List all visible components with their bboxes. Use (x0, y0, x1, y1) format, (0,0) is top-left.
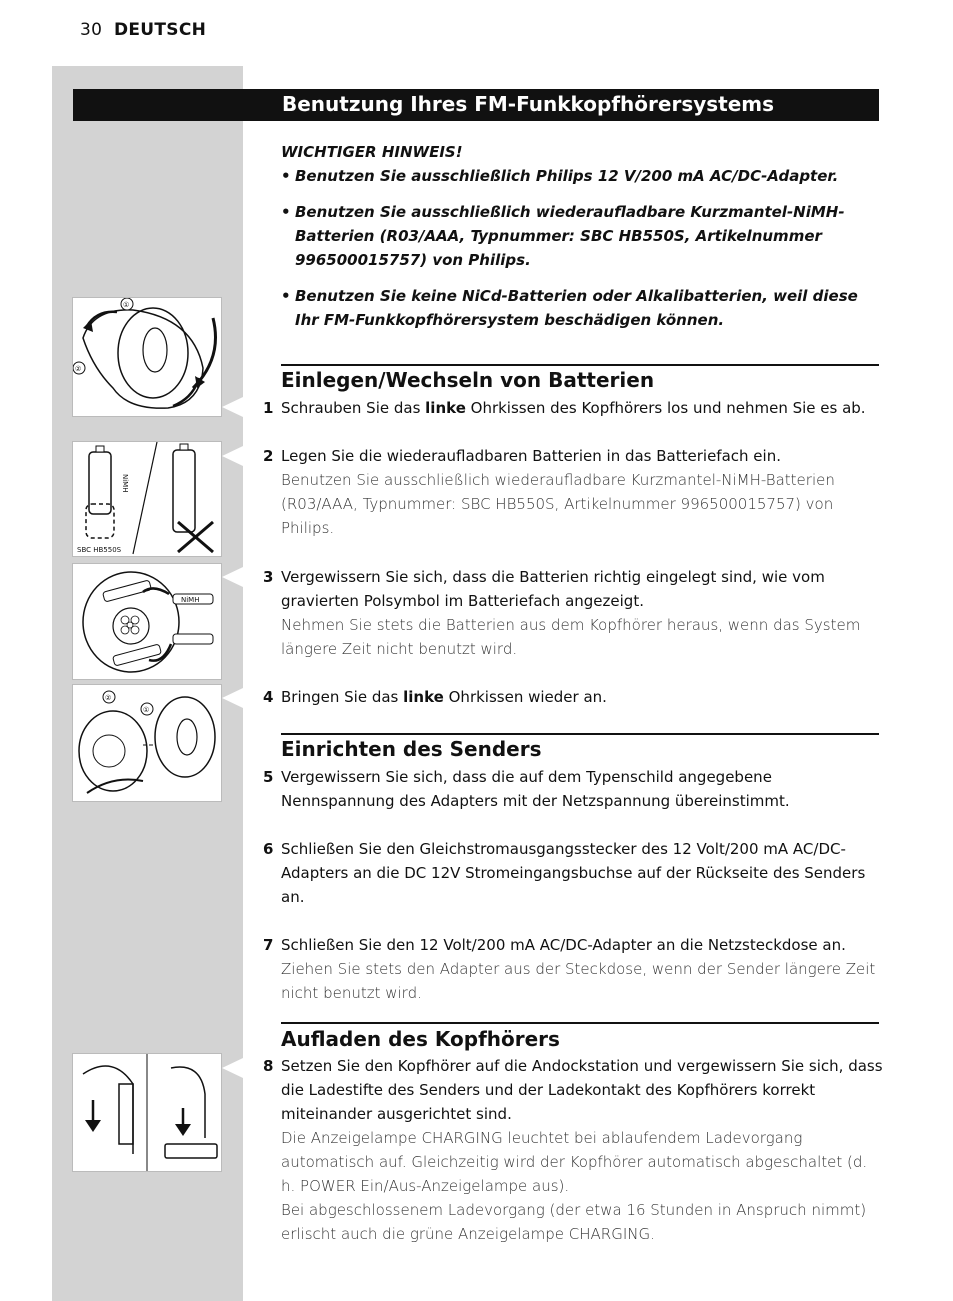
step-text: Schrauben Sie das (281, 399, 426, 417)
step-text: Legen Sie die wiederaufladbaren Batterien in das Batteriefach ein. (281, 447, 781, 465)
step-number: 2 (263, 447, 274, 465)
important-bullet: • Benutzen Sie ausschließlich Philips 12 V/200 mA AC/DC-Adapter. (281, 164, 881, 188)
step-number: 8 (263, 1057, 274, 1075)
step-marker-label: ② (105, 694, 112, 702)
step-marker-label: ① (123, 301, 130, 309)
pointer-arrow (222, 567, 243, 587)
battery-icon (73, 442, 221, 556)
bullet-text: Benutzen Sie keine NiCd-Batterien oder Alkalibatterien, weil diese Ihr FM-Funkkopfhörersystem beschädigen können. (295, 287, 858, 329)
important-heading: WICHTIGER HINWEIS! (281, 143, 463, 161)
cushion-attach-icon (73, 685, 221, 801)
step-note: Nehmen Sie stets die Batterien aus dem Kopfhörer heraus, wenn das System längere Zeit nicht benutzt wird. (281, 616, 861, 658)
language-label: DEUTSCH (113, 20, 207, 40)
charging-dock-icon (73, 1054, 221, 1171)
headphone-cushion-icon (73, 298, 221, 416)
step-text: Vergewissern Sie sich, dass die auf dem Typenschild angegebene Nennspannung des Adapters mit der Netzspannung übereinstimmt. (281, 768, 790, 810)
step-note: Ziehen Sie stets den Adapter aus der Steckdose, wenn der Sender längere Zeit nicht benutzt wird. (281, 960, 876, 1002)
step-number: 4 (263, 688, 274, 706)
step-text: Vergewissern Sie sich, dass die Batterien richtig eingelegt sind, wie vom gravierten Polsymbol im Batteriefach angezeigt. (281, 568, 825, 610)
pointer-arrow (222, 446, 243, 466)
step-1 (263, 396, 883, 420)
section-title-transmitter: Einrichten des Senders (281, 737, 542, 761)
illustration-batteries (72, 441, 222, 557)
step-5 (263, 765, 883, 813)
battery-compartment-icon (73, 564, 221, 679)
section-rule (281, 733, 879, 735)
section-title-batteries: Einlegen/Wechseln von Batterien (281, 368, 655, 392)
step-note: Benutzen Sie ausschließlich wiederaufladbare Kurzmantel-NiMH-Batterien (R03/AAA, Typnummer: SBC HB550S, Artikelnummer 996500015757) von Philips. (281, 471, 835, 537)
step-8 (263, 1054, 883, 1246)
battery-model-label: SBC HB550S (77, 546, 122, 554)
step-7 (263, 933, 883, 1005)
battery-type-label: NiMH (181, 596, 200, 604)
step-3 (263, 565, 883, 661)
important-bullet: • Benutzen Sie keine NiCd-Batterien oder Alkalibatterien, weil diese Ihr FM-Funkkopfhörersystem beschädigen können. (281, 284, 881, 332)
section-rule (281, 364, 879, 366)
step-note: Bei abgeschlossenem Ladevorgang (der etwa 16 Stunden in Anspruch nimmt) erlischt auch die grüne Anzeigelampe CHARGING. (281, 1201, 867, 1243)
illustration-battery-compartment (72, 563, 222, 680)
step-number: 1 (263, 399, 274, 417)
section-title-charging: Aufladen des Kopfhörers (281, 1027, 560, 1051)
step-4 (263, 685, 883, 709)
pointer-arrow (222, 688, 243, 708)
important-bullet: • Benutzen Sie ausschließlich wiederaufladbare Kurzmantel-NiMH-Batterien (R03/AAA, Typnummer: SBC HB550S, Artikelnummer 996500015757) von Philips. (281, 200, 881, 272)
battery-type-label: NiMH (121, 474, 129, 493)
step-marker-label: ① (143, 706, 150, 714)
step-number: 5 (263, 768, 274, 786)
step-text: Schließen Sie den 12 Volt/200 mA AC/DC-Adapter an die Netzsteckdose an. (281, 936, 846, 954)
bullet-text: Benutzen Sie ausschließlich wiederaufladbare Kurzmantel-NiMH-Batterien (R03/AAA, Typnummer: SBC HB550S, Artikelnummer 996500015757) von Philips. (295, 203, 845, 269)
page-title: Benutzung Ihres FM-Funkkopfhörersystems (282, 92, 775, 116)
illustration-remove-cushion (72, 297, 222, 417)
step-2 (263, 444, 883, 540)
step-emphasis: linke (403, 688, 444, 706)
step-marker-label: ② (75, 365, 82, 373)
step-6 (263, 837, 883, 909)
step-text: Setzen Sie den Kopfhörer auf die Andockstation und vergewissern Sie sich, dass die Ladestifte des Senders und der Ladekontakt des Kopfhörers korrekt miteinander ausgerichtet sind. (281, 1057, 883, 1123)
bullet-text: Benutzen Sie ausschließlich Philips 12 V/200 mA AC/DC-Adapter. (295, 167, 839, 185)
page-number: 30 (80, 20, 103, 40)
illustration-charging-dock (72, 1053, 222, 1172)
section-rule (281, 1022, 879, 1024)
step-text: Ohrkissen wieder an. (443, 688, 607, 706)
step-text: Ohrkissen des Kopfhörers los und nehmen Sie es ab. (465, 399, 866, 417)
title-bar (73, 89, 879, 121)
pointer-arrow (222, 1058, 243, 1078)
step-text: Bringen Sie das (281, 688, 404, 706)
step-number: 7 (263, 936, 274, 954)
illustration-attach-cushion (72, 684, 222, 802)
page-header (80, 20, 206, 40)
step-number: 6 (263, 840, 274, 858)
step-text: Schließen Sie den Gleichstromausgangsstecker des 12 Volt/200 mA AC/DC-Adapters an die DC 12V Stromeingangsbuchse auf der Rückseite des Senders an. (281, 840, 866, 906)
pointer-arrow (222, 397, 243, 417)
step-emphasis: linke (425, 399, 466, 417)
step-note: Die Anzeigelampe CHARGING leuchtet bei ablaufendem Ladevorgang automatisch auf. Gleichzeitig wird der Kopfhörer automatisch abgeschaltet (d. h. POWER Ein/Aus-Anzeigelampe aus). (281, 1129, 868, 1195)
step-number: 3 (263, 568, 274, 586)
